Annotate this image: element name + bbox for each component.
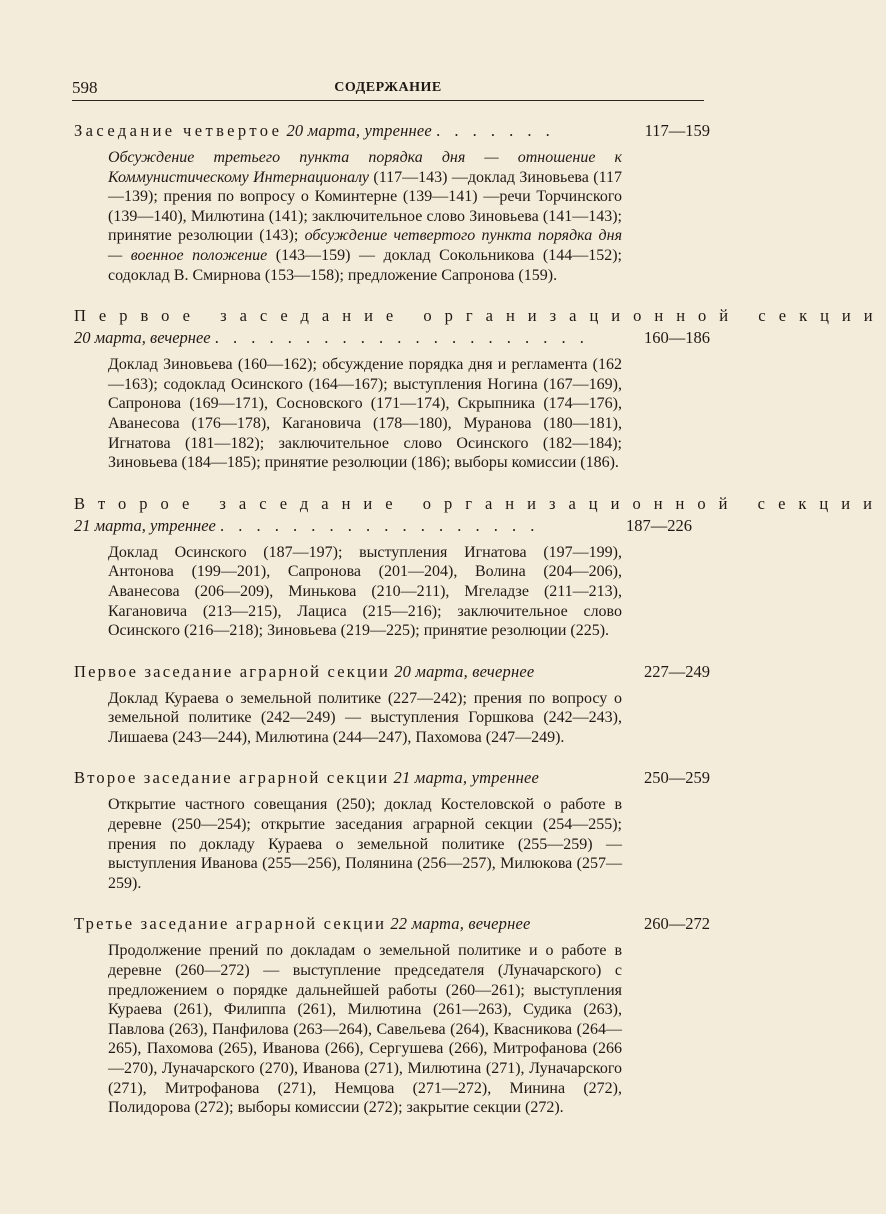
entry-summary — [108, 148, 622, 285]
entry-date: 20 марта, вечернее — [394, 661, 535, 681]
running-title: СОДЕРЖАНИЕ — [334, 80, 442, 95]
entry-pages: 187—226 — [626, 515, 692, 535]
entry-summary: Продолжение прений по докладам о земельной политике и о работе в деревне (260—272) — выступление председателя (Луначарского) с предложением о порядке дальнейшей работы (260—261); выступления Кураева (261), Филиппа (261), Милютина (261—263), Судика (263), Павлова (263), Панфилова (263—264), Савельева (264), Квасникова (264—265), Пахомова (265), Иванова (266), Сергушева (266), Митрофанова (266—270), Луначарского (270), Иванова (271), Милютина (271), Луначарского (271), Митрофанова (271), Немцова (271—272), Минина (272), Полидорова (272); выборы комиссии (272); закрытие секции (272). — [108, 942, 622, 1117]
entry-heading — [74, 327, 710, 349]
entry-date: 20 марта, вечернее — [74, 328, 211, 348]
toc-entry — [74, 493, 885, 641]
entry-date: 20 марта, утреннее — [286, 121, 432, 140]
entry-pages: 117—159 — [644, 121, 710, 140]
page-number: 598 — [72, 78, 98, 97]
entry-summary: Доклад Кураева о земельной политике (227—242); прения по вопросу о земельной политике (242—249) — выступления Горшкова (242—243), Лишаева (243—244), Милютина (244—247), Пахомова (247—249). — [108, 689, 622, 746]
entry-pages: 227—249 — [644, 661, 710, 681]
entry-pages: 250—259 — [644, 768, 710, 788]
toc-entry — [74, 305, 886, 473]
entry-title: Первое заседание организационной секции — [74, 306, 886, 326]
toc-entry — [74, 120, 710, 285]
entry-heading — [74, 120, 710, 142]
running-head — [72, 78, 704, 101]
entry-title: Второе заседание организационной секции — [74, 493, 885, 513]
entry-heading — [74, 661, 710, 683]
entry-title: Третье заседание аграрной секции — [74, 914, 387, 934]
entry-summary: Доклад Осинского (187—197); выступления Игнатова (197—199), Антонова (199—201), Сапронова (201—204), Волина (204—206), Аванесова (206—209), Минькова (210—211), Мгеладзе (211—213), Кагановича (213—215), Лациса (215—216); заключительное слово Осинского (216—218); Зиновьева (219—225); принятие резолюции (225). — [108, 543, 622, 640]
entry-summary: Доклад Зиновьева (160—162); обсуждение порядка дня и регламента (162—163); содоклад Осинского (164—167); выступления Ногина (167—169), Сапронова (169—171), Сосновского (171—174), Скрыпника (174—176), Аванесова (176—178), Кагановича (178—180), Муранова (180—181), Игнатова (181—182); заключительное слово Осинского (182—184); Зиновьева (184—185); принятие резолюции (186); выборы комиссии (186). — [108, 356, 622, 472]
toc-entry — [74, 767, 710, 893]
entry-date: 22 марта, вечернее — [390, 914, 531, 934]
entry-date: 21 марта, утреннее — [74, 515, 216, 535]
entry-summary-text: (143—159) — доклад Сокольникова (144—152); содоклад В. Смирнова (153—158); предложение Сапронова (159). — [108, 246, 622, 284]
entry-pages: 160—186 — [644, 328, 710, 348]
entry-title: Заседание четвертое — [74, 121, 283, 140]
toc-entry — [74, 913, 710, 1117]
entry-summary: Открытие частного совещания (250); доклад Костеловской о работе в деревне (250—254); открытие заседания аграрной секции (254—255); прения по докладу Кураева о земельной политике (255—259) — выступления Иванова (255—256), Полянина (256—257), Милюкова (257—259). — [108, 796, 622, 892]
entry-title: Второе заседание аграрной секции — [74, 768, 390, 788]
toc-entry — [74, 661, 710, 748]
entry-date: 21 марта, утреннее — [393, 768, 540, 788]
dot-leaders: . . . . . . . — [436, 121, 555, 140]
entry-pages: 260—272 — [644, 914, 710, 934]
entry-title: Первое заседание аграрной секции — [74, 661, 391, 681]
dot-leaders: . . . . . . . . . . . . . . . . . . — [220, 515, 540, 535]
table-of-contents — [74, 120, 886, 1138]
entry-heading — [74, 515, 692, 537]
entry-summary-italic: обсуждение четвертого пункта порядка дня — военное положение — [108, 227, 622, 264]
entry-heading — [74, 913, 710, 935]
entry-heading — [74, 767, 710, 789]
entry-summary-text: (117—143) —доклад Зиновьева (117—139); прения по вопросу о Коминтерне (139—141) —речи Торчинского (139—140), Милютина (141); заключительное слово Зиновьева (141—143); принятие резолюции (143); — [108, 168, 622, 245]
entry-summary-italic: Обсуждение третьего пункта порядка дня — отношение к Коммунистическому Интернационалу — [108, 149, 622, 186]
dot-leaders: . . . . . . . . . . . . . . . . . . . . . — [214, 328, 589, 348]
